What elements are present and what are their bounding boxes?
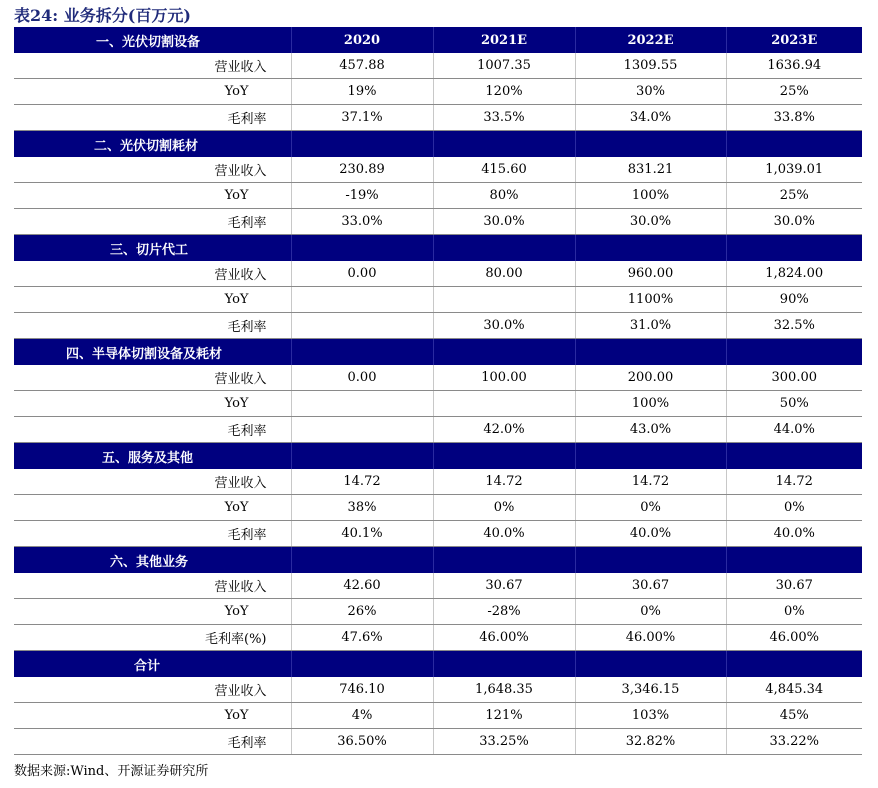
year-header-cell [433, 547, 575, 574]
row-label: YoY [14, 79, 291, 105]
value-cell: 80% [433, 183, 575, 209]
row-label: 毛利率 [14, 521, 291, 547]
row-label: YoY [14, 703, 291, 729]
year-header-cell: 2023E [726, 27, 862, 53]
value-cell: 831.21 [575, 157, 726, 183]
row-label: YoY [14, 599, 291, 625]
table-row [14, 183, 862, 209]
table-row [14, 417, 862, 443]
section-header-row [14, 27, 862, 53]
value-cell: 14.72 [726, 469, 862, 495]
value-cell: 1,824.00 [726, 261, 862, 287]
section-title: 二、光伏切割耗材 [14, 131, 291, 158]
value-cell: 0% [433, 495, 575, 521]
value-cell: -28% [433, 599, 575, 625]
row-label: YoY [14, 391, 291, 417]
value-cell: 25% [726, 79, 862, 105]
year-header-cell [726, 339, 862, 366]
table-row [14, 521, 862, 547]
value-cell: 30.67 [726, 573, 862, 599]
section-header-row [14, 651, 862, 678]
table-row [14, 313, 862, 339]
table-title: 表24: 业务拆分(百万元) [14, 6, 191, 25]
section-title: 一、光伏切割设备 [14, 27, 291, 53]
value-cell: 25% [726, 183, 862, 209]
value-cell: 40.1% [291, 521, 433, 547]
value-cell: 121% [433, 703, 575, 729]
value-cell: 0% [575, 599, 726, 625]
section-title: 合计 [14, 651, 291, 678]
value-cell: 14.72 [291, 469, 433, 495]
year-header-cell [726, 235, 862, 262]
table-row [14, 469, 862, 495]
value-cell: 33.22% [726, 729, 862, 755]
value-cell: 37.1% [291, 105, 433, 131]
value-cell: 44.0% [726, 417, 862, 443]
year-header-cell [291, 339, 433, 366]
value-cell: 415.60 [433, 157, 575, 183]
value-cell: 3,346.15 [575, 677, 726, 703]
section-header-row [14, 131, 862, 158]
row-label: 毛利率(%) [14, 625, 291, 651]
value-cell: 32.5% [726, 313, 862, 339]
value-cell [291, 287, 433, 313]
row-label: YoY [14, 495, 291, 521]
value-cell: 120% [433, 79, 575, 105]
year-header-cell [291, 443, 433, 470]
value-cell: 30.0% [433, 209, 575, 235]
value-cell: 42.60 [291, 573, 433, 599]
section-title: 六、其他业务 [14, 547, 291, 574]
value-cell: 100% [575, 183, 726, 209]
value-cell: 230.89 [291, 157, 433, 183]
table-row [14, 79, 862, 105]
table-row [14, 391, 862, 417]
value-cell [291, 313, 433, 339]
value-cell: 14.72 [433, 469, 575, 495]
value-cell: 0% [575, 495, 726, 521]
table-row [14, 599, 862, 625]
section-title: 五、服务及其他 [14, 443, 291, 470]
year-header-cell [433, 235, 575, 262]
value-cell: 0% [726, 495, 862, 521]
value-cell: 40.0% [433, 521, 575, 547]
row-label: YoY [14, 287, 291, 313]
year-header-cell: 2020 [291, 27, 433, 53]
value-cell: 46.00% [575, 625, 726, 651]
value-cell: 100% [575, 391, 726, 417]
row-label: 营业收入 [14, 573, 291, 599]
source-note: 数据来源:Wind、开源证券研究所 [14, 764, 209, 779]
section-title: 四、半导体切割设备及耗材 [14, 339, 291, 366]
section-header-row [14, 235, 862, 262]
row-label: 毛利率 [14, 313, 291, 339]
year-header-cell [291, 235, 433, 262]
row-label: 毛利率 [14, 209, 291, 235]
value-cell: 36.50% [291, 729, 433, 755]
row-label: 营业收入 [14, 365, 291, 391]
year-header-cell [575, 547, 726, 574]
business-breakdown-table [14, 27, 862, 755]
value-cell [433, 391, 575, 417]
value-cell [433, 287, 575, 313]
value-cell: 100.00 [433, 365, 575, 391]
year-header-cell [433, 339, 575, 366]
table-row [14, 703, 862, 729]
table-row [14, 209, 862, 235]
value-cell: 0% [726, 599, 862, 625]
year-header-cell [291, 651, 433, 678]
value-cell: 30.67 [433, 573, 575, 599]
table-row [14, 157, 862, 183]
value-cell: 80.00 [433, 261, 575, 287]
section-header-row [14, 443, 862, 470]
table-row [14, 729, 862, 755]
year-header-cell [291, 547, 433, 574]
row-label: 营业收入 [14, 677, 291, 703]
value-cell: 46.00% [433, 625, 575, 651]
value-cell: 300.00 [726, 365, 862, 391]
value-cell: -19% [291, 183, 433, 209]
table-row [14, 287, 862, 313]
value-cell: 1100% [575, 287, 726, 313]
value-cell: 42.0% [433, 417, 575, 443]
value-cell: 32.82% [575, 729, 726, 755]
value-cell: 4% [291, 703, 433, 729]
table-row [14, 261, 862, 287]
value-cell: 50% [726, 391, 862, 417]
year-header-cell [726, 651, 862, 678]
table-row [14, 573, 862, 599]
value-cell: 1007.35 [433, 53, 575, 79]
value-cell: 26% [291, 599, 433, 625]
value-cell: 0.00 [291, 365, 433, 391]
value-cell: 30.67 [575, 573, 726, 599]
row-label: 毛利率 [14, 105, 291, 131]
year-header-cell [433, 651, 575, 678]
table-row [14, 105, 862, 131]
row-label: 营业收入 [14, 157, 291, 183]
value-cell: 47.6% [291, 625, 433, 651]
value-cell: 40.0% [575, 521, 726, 547]
value-cell: 30.0% [433, 313, 575, 339]
value-cell [291, 391, 433, 417]
value-cell: 30% [575, 79, 726, 105]
table-row [14, 53, 862, 79]
value-cell: 33.5% [433, 105, 575, 131]
value-cell: 746.10 [291, 677, 433, 703]
value-cell: 30.0% [726, 209, 862, 235]
value-cell: 960.00 [575, 261, 726, 287]
table-row [14, 365, 862, 391]
value-cell: 457.88 [291, 53, 433, 79]
year-header-cell [575, 651, 726, 678]
section-title: 三、切片代工 [14, 235, 291, 262]
section-header-row [14, 547, 862, 574]
value-cell: 1,039.01 [726, 157, 862, 183]
row-label: YoY [14, 183, 291, 209]
year-header-cell [575, 339, 726, 366]
value-cell: 14.72 [575, 469, 726, 495]
row-label: 毛利率 [14, 729, 291, 755]
year-header-cell [726, 131, 862, 158]
value-cell: 90% [726, 287, 862, 313]
value-cell: 43.0% [575, 417, 726, 443]
year-header-cell [575, 235, 726, 262]
year-header-cell [726, 443, 862, 470]
value-cell: 45% [726, 703, 862, 729]
table-row [14, 495, 862, 521]
row-label: 营业收入 [14, 261, 291, 287]
value-cell: 19% [291, 79, 433, 105]
value-cell: 200.00 [575, 365, 726, 391]
value-cell: 1309.55 [575, 53, 726, 79]
value-cell: 34.0% [575, 105, 726, 131]
year-header-cell: 2022E [575, 27, 726, 53]
table-row [14, 677, 862, 703]
year-header-cell [726, 547, 862, 574]
value-cell: 103% [575, 703, 726, 729]
year-header-cell [575, 443, 726, 470]
value-cell: 0.00 [291, 261, 433, 287]
value-cell: 31.0% [575, 313, 726, 339]
value-cell: 40.0% [726, 521, 862, 547]
value-cell: 1,648.35 [433, 677, 575, 703]
value-cell: 1636.94 [726, 53, 862, 79]
table-row [14, 625, 862, 651]
value-cell: 46.00% [726, 625, 862, 651]
section-header-row [14, 339, 862, 366]
value-cell: 33.0% [291, 209, 433, 235]
value-cell: 30.0% [575, 209, 726, 235]
year-header-cell [433, 443, 575, 470]
year-header-cell [575, 131, 726, 158]
year-header-cell [291, 131, 433, 158]
row-label: 毛利率 [14, 417, 291, 443]
value-cell: 33.8% [726, 105, 862, 131]
value-cell [291, 417, 433, 443]
year-header-cell [433, 131, 575, 158]
value-cell: 38% [291, 495, 433, 521]
value-cell: 33.25% [433, 729, 575, 755]
row-label: 营业收入 [14, 469, 291, 495]
row-label: 营业收入 [14, 53, 291, 79]
value-cell: 4,845.34 [726, 677, 862, 703]
year-header-cell: 2021E [433, 27, 575, 53]
